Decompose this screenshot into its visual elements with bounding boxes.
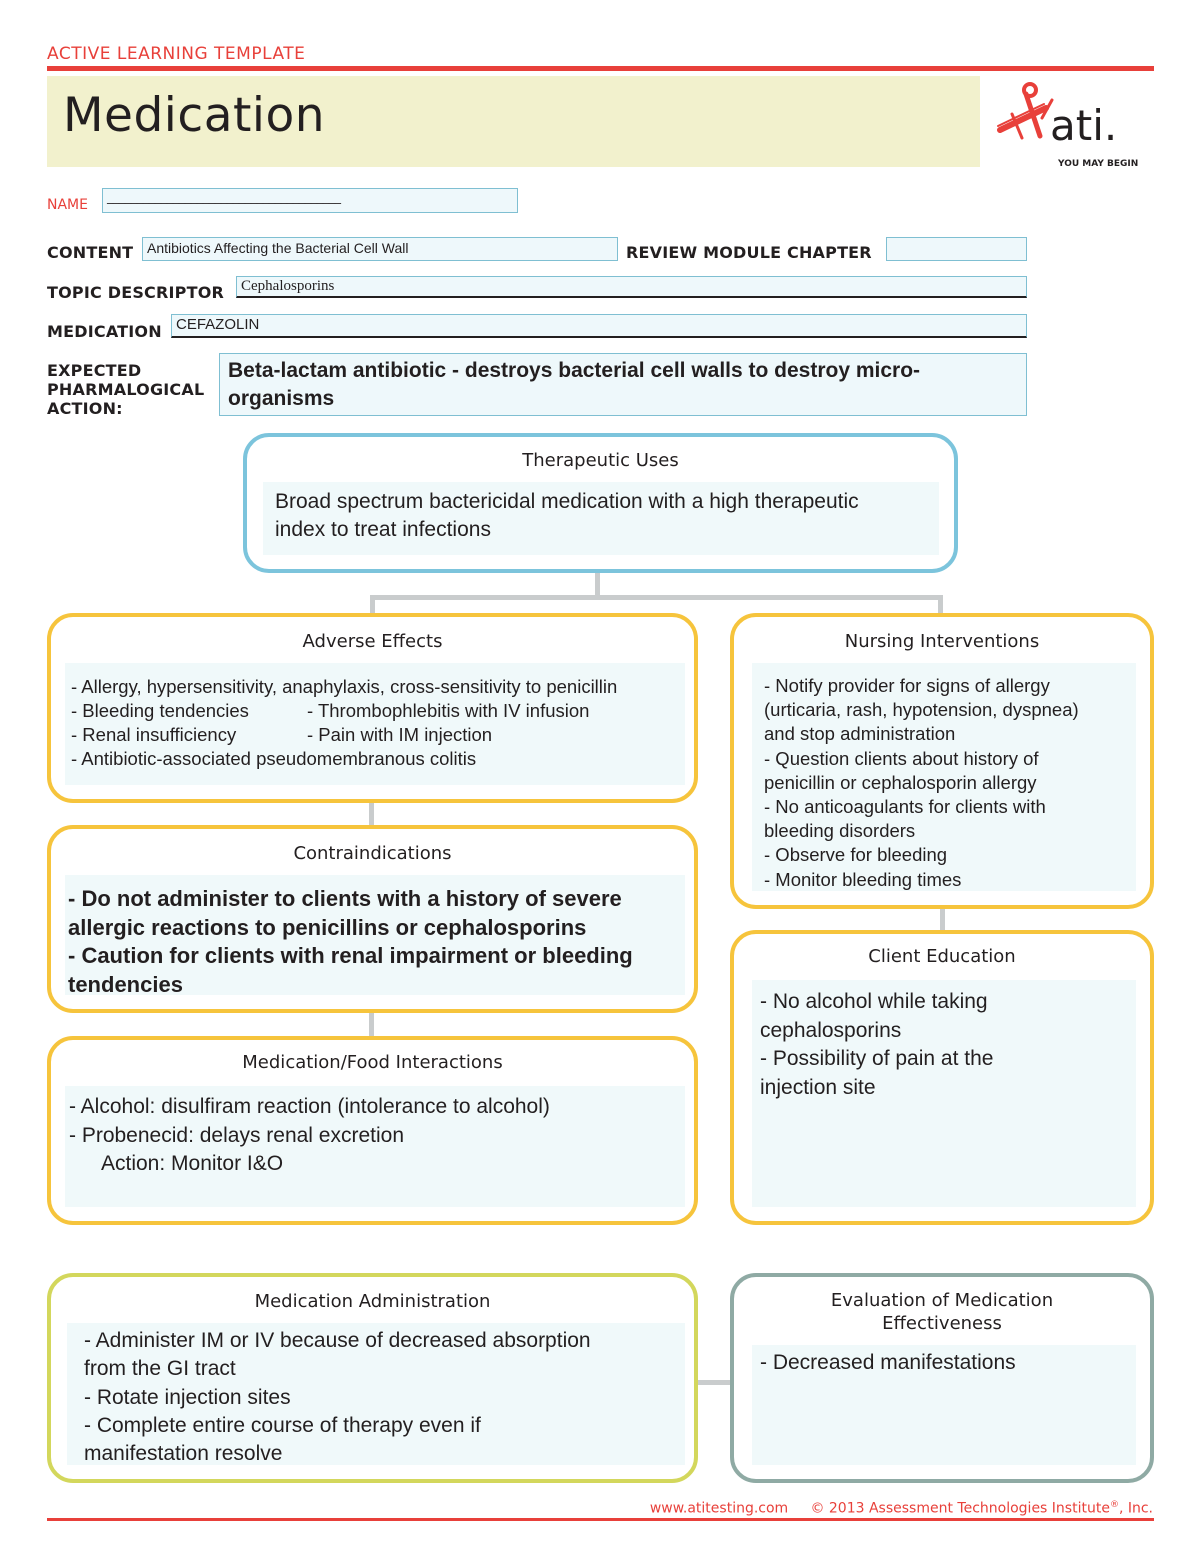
- ati-logo: [994, 80, 1144, 170]
- review-module-field[interactable]: [886, 237, 1027, 261]
- medication-food-interactions-title: Medication/Food Interactions: [242, 1052, 503, 1073]
- medication-field[interactable]: CEFAZOLIN: [171, 314, 1027, 338]
- expected-action-label-line: PHARMALOGICAL: [47, 380, 205, 399]
- nursing-interventions-line: - Monitor bleeding times: [764, 868, 962, 890]
- interactions-line: Action: Monitor I&O: [101, 1152, 284, 1175]
- content-field[interactable]: Antibiotics Affecting the Bacterial Cell Wall: [142, 237, 618, 261]
- administration-line: - Complete entire course of therapy even if: [84, 1413, 481, 1437]
- topic-descriptor-field[interactable]: Cephalosporins: [236, 276, 1027, 298]
- client-education-line: cephalosporins: [760, 1018, 902, 1042]
- connector: [696, 1380, 732, 1385]
- medication-administration-content[interactable]: [67, 1323, 685, 1465]
- footer: [650, 1500, 1153, 1517]
- expected-action-label: [47, 361, 204, 418]
- client-education-line: injection site: [760, 1075, 876, 1099]
- medication-label: MEDICATION: [47, 322, 162, 341]
- therapeutic-uses-box: [243, 433, 958, 573]
- adverse-effects-content[interactable]: [65, 663, 685, 785]
- contraindications-line: allergic reactions to penicillins or cephalosporins: [68, 914, 587, 940]
- adverse-effects-line: - Bleeding tendencies - Thrombophlebitis with IV infusion: [71, 700, 590, 721]
- contraindications-line: - Caution for clients with renal impairment or bleeding: [68, 943, 633, 968]
- contraindications-content[interactable]: [65, 875, 685, 995]
- connector: [595, 572, 600, 596]
- footer-copyright: © 2013 Assessment Technologies Institute: [810, 1500, 1110, 1517]
- template-label: ACTIVE LEARNING TEMPLATE: [47, 44, 306, 64]
- connector: [369, 801, 374, 827]
- therapeutic-uses-line: index to treat infections: [275, 518, 491, 541]
- administration-line: from the GI tract: [84, 1357, 236, 1381]
- contraindications-box: [47, 825, 698, 1013]
- expected-action-line: Beta-lactam antibiotic - destroys bacterial cell walls to destroy micro-: [228, 359, 921, 382]
- medication-food-interactions-box: [47, 1036, 698, 1225]
- footer-registered: ®: [1109, 1500, 1119, 1510]
- adverse-effects-line: - Antibiotic-associated pseudomembranous colitis: [71, 748, 477, 769]
- interactions-line: - Probenecid: delays renal excretion: [69, 1123, 405, 1147]
- topic-descriptor-label: TOPIC DESCRIPTOR: [47, 283, 225, 302]
- nursing-interventions-line: - Question clients about history of: [764, 747, 1039, 769]
- client-education-title: Client Education: [868, 946, 1016, 967]
- connector: [370, 595, 942, 600]
- evaluation-title: [734, 1289, 1150, 1335]
- administration-line: manifestation resolve: [84, 1442, 283, 1466]
- nursing-interventions-line: - No anticoagulants for clients with: [764, 796, 1046, 818]
- adverse-effects-line: - Renal insufficiency - Pain with IM injection: [71, 724, 493, 745]
- footer-rule: [47, 1518, 1154, 1521]
- medication-food-interactions-content[interactable]: [65, 1086, 685, 1207]
- medication-administration-box: [47, 1273, 698, 1483]
- interactions-line: - Alcohol: disulfiram reaction (intolerance to alcohol): [69, 1095, 550, 1118]
- expected-action-label-line: EXPECTED: [47, 361, 142, 380]
- header-rule: [47, 66, 1154, 71]
- nursing-interventions-line: - Observe for bleeding: [764, 844, 948, 866]
- svg-text:YOU MAY BEGIN: YOU MAY BEGIN: [1058, 159, 1139, 169]
- expected-action-line: organisms: [228, 387, 335, 410]
- nursing-interventions-content[interactable]: [752, 663, 1136, 891]
- nursing-interventions-line: bleeding disorders: [764, 820, 916, 842]
- footer-suffix: , Inc.: [1118, 1500, 1153, 1517]
- footer-website[interactable]: www.atitesting.com: [649, 1500, 789, 1517]
- content-label: CONTENT: [47, 243, 134, 262]
- contraindications-line: tendencies: [68, 971, 183, 997]
- nursing-interventions-line: and stop administration: [764, 723, 956, 745]
- therapeutic-uses-content[interactable]: [263, 482, 939, 555]
- nursing-interventions-box: [730, 613, 1154, 909]
- client-education-line: - No alcohol while taking: [760, 990, 988, 1013]
- medication-administration-title: Medication Administration: [254, 1291, 491, 1312]
- administration-line: - Rotate injection sites: [84, 1385, 291, 1409]
- ati-logo-icon: [994, 80, 1144, 170]
- administration-line: - Administer IM or IV because of decreased absorption: [84, 1329, 591, 1352]
- adverse-effects-title: Adverse Effects: [302, 631, 443, 652]
- therapeutic-uses-line: Broad spectrum bactericidal medication with a high therapeutic: [275, 490, 859, 513]
- nursing-interventions-line: (urticaria, rash, hypotension, dyspnea): [764, 699, 1079, 721]
- connector: [940, 906, 945, 932]
- adverse-effects-box: [47, 613, 698, 803]
- name-label: NAME: [47, 197, 88, 213]
- expected-action-field[interactable]: [219, 353, 1027, 416]
- evaluation-line: - Decreased manifestations: [760, 1351, 1016, 1374]
- evaluation-title-line: Evaluation of Medication: [830, 1290, 1054, 1311]
- contraindications-title: Contraindications: [293, 843, 452, 864]
- name-field[interactable]: _______________________________________: [102, 188, 518, 213]
- client-education-box: [730, 930, 1154, 1225]
- evaluation-box: [730, 1273, 1154, 1483]
- evaluation-content[interactable]: [752, 1345, 1136, 1465]
- nursing-interventions-title: Nursing Interventions: [844, 631, 1040, 652]
- evaluation-title-line: Effectiveness: [882, 1313, 1002, 1334]
- adverse-effects-line: - Allergy, hypersensitivity, anaphylaxis, cross-sensitivity to penicillin: [71, 676, 618, 697]
- client-education-content[interactable]: [752, 980, 1136, 1207]
- page-title: Medication: [63, 88, 326, 143]
- nursing-interventions-line: - Notify provider for signs of allergy: [764, 675, 1050, 696]
- contraindications-line: - Do not administer to clients with a history of severe: [68, 886, 622, 911]
- svg-text:ati.: ati.: [1050, 101, 1118, 150]
- connector: [369, 1011, 374, 1038]
- therapeutic-uses-title: Therapeutic Uses: [522, 450, 679, 471]
- review-module-label: REVIEW MODULE CHAPTER: [626, 243, 872, 262]
- nursing-interventions-line: penicillin or cephalosporin allergy: [764, 771, 1037, 793]
- expected-action-label-line: ACTION:: [47, 399, 123, 418]
- client-education-line: - Possibility of pain at the: [760, 1047, 994, 1070]
